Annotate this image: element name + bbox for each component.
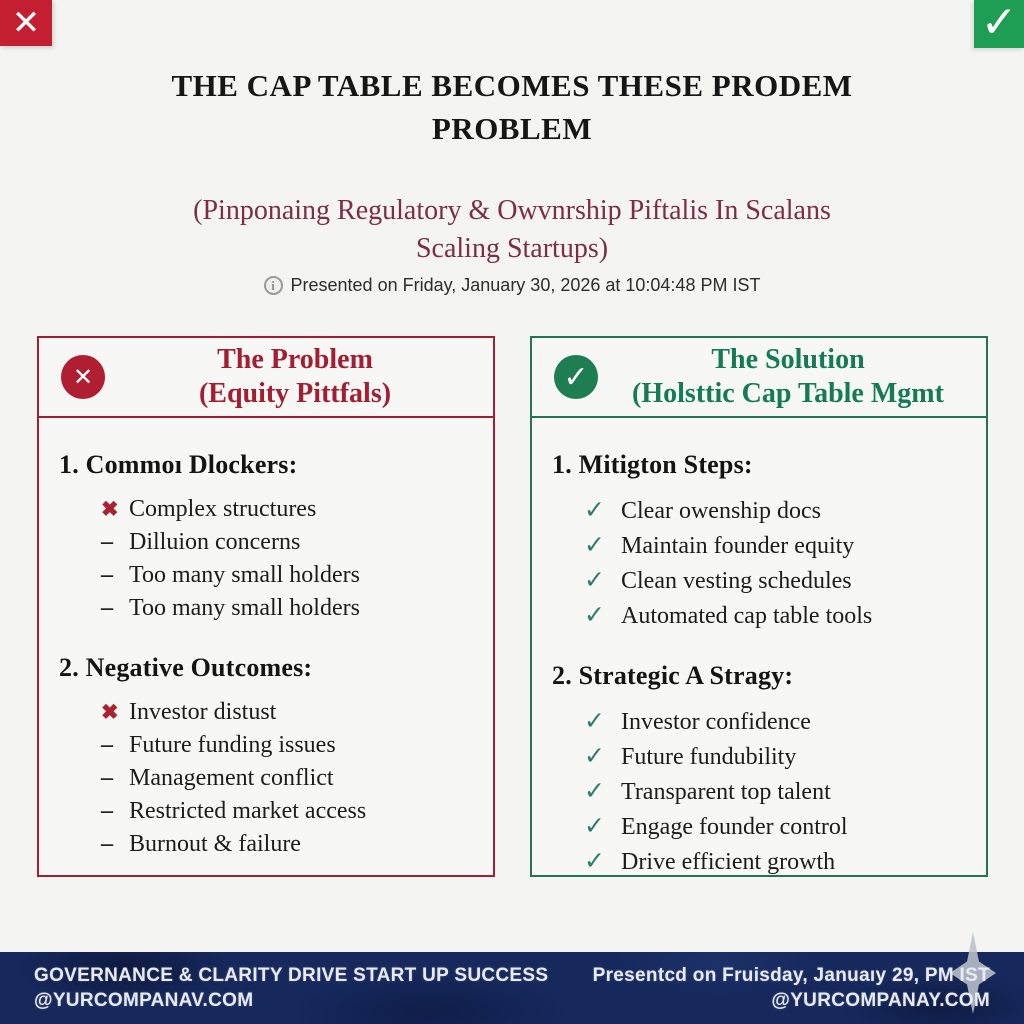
- check-bullet-icon: ✓: [584, 600, 605, 629]
- section-heading: 1. Commoı Dlockers:: [59, 450, 298, 479]
- page-subtitle-line2: Scaling Startups): [415, 233, 609, 264]
- dash-bullet-icon: –: [101, 529, 113, 555]
- presented-text: Presented on Friday, January 30, 2026 at 10:04:48 PM IST: [290, 275, 761, 295]
- section-heading: 2. Negative Outcomes:: [59, 653, 313, 682]
- problem-panel: [37, 336, 495, 877]
- section-heading: 2. Strategic A Stragy:: [552, 661, 794, 690]
- solution-panel-header: [532, 338, 986, 418]
- list-item-text: Management conflict: [129, 765, 334, 791]
- problem-panel-header: [39, 338, 493, 418]
- list-item-text: Drive efficient growth: [621, 849, 836, 875]
- problem-panel-title: [105, 343, 485, 411]
- list-item-text: Too many small holders: [129, 595, 360, 621]
- list-item-text: Restricted market access: [129, 798, 367, 824]
- dash-bullet-icon: –: [101, 562, 113, 588]
- list-item: [101, 696, 485, 729]
- dash-bullet-icon: –: [101, 595, 113, 621]
- check-bullet-icon: ✓: [584, 846, 605, 875]
- section: [59, 653, 485, 861]
- list-item: [584, 528, 978, 563]
- check-bullet-icon: ✓: [584, 811, 605, 840]
- footer-handle-left: @YURCOMPANAV.COM: [34, 990, 254, 1011]
- footer-bar: [0, 952, 1024, 1024]
- check-bullet-icon: ✓: [584, 706, 605, 735]
- list-item: [584, 493, 978, 528]
- check-bullet-icon: ✓: [584, 741, 605, 770]
- footer-tagline: GOVERNANCE & CLARITY DRIVE START UP SUCCESS: [34, 965, 549, 986]
- list-item-text: Transparent top talent: [621, 779, 831, 805]
- solution-panel: [530, 336, 988, 877]
- list-item: [101, 592, 485, 625]
- solution-panel-title: [598, 343, 978, 411]
- list-item: [584, 739, 978, 774]
- list-item-text: Dilluion concerns: [129, 529, 301, 555]
- footer-right: [593, 963, 990, 1013]
- dash-bullet-icon: –: [101, 831, 113, 857]
- footer-presented: Presentcd on Fruisday, Januaıy 29, PM IST: [592, 965, 990, 986]
- list-item-text: Burnout & failure: [129, 831, 301, 857]
- solution-panel-body: [532, 418, 986, 879]
- x-bullet-icon: ✖: [101, 497, 119, 521]
- list-item: [584, 844, 978, 879]
- problem-title-line2: (Equity Pittfals): [198, 378, 392, 409]
- x-bullet-icon: ✖: [101, 700, 119, 724]
- x-mark-icon: ✕: [0, 0, 52, 46]
- list-item-text: Investor confidence: [621, 709, 811, 735]
- check-bullet-icon: ✓: [584, 776, 605, 805]
- problem-title-line1: The Problem: [217, 344, 373, 375]
- dash-bullet-icon: –: [101, 732, 113, 758]
- list-item-text: Complex structures: [129, 496, 317, 522]
- list-item: [584, 704, 978, 739]
- page-title-line1: THE CAP TABLE BECOMES THESE PRODEM: [171, 68, 853, 103]
- list-item: [584, 563, 978, 598]
- problem-panel-body: [39, 418, 493, 861]
- footer-handle-right: @YURCOMPANAY.COM: [771, 990, 990, 1011]
- list-item: [584, 809, 978, 844]
- dash-bullet-icon: –: [101, 798, 113, 824]
- presented-line: [0, 275, 1024, 296]
- list-item-text: Too many small holders: [129, 562, 360, 588]
- footer-left: [34, 963, 548, 1013]
- check-bullet-icon: ✓: [584, 565, 605, 594]
- page-title-line2: PROBLEM: [431, 111, 593, 146]
- section-heading: 1. Mitigton Steps:: [552, 450, 753, 479]
- list-item-text: Engage founder control: [621, 814, 848, 840]
- section: [552, 450, 978, 633]
- list-item-text: Clean vesting schedules: [621, 568, 852, 594]
- list-item-text: Investor distust: [129, 699, 277, 725]
- list-item: [584, 598, 978, 633]
- page-subtitle-line1: (Pinponaing Regulatory & Owvnrship Piftalis In Scalans: [193, 195, 831, 226]
- check-bullet-icon: ✓: [584, 530, 605, 559]
- list-item-text: Clear owenship docs: [621, 498, 821, 524]
- list-item-text: Future funding issues: [129, 732, 336, 758]
- panels-row: [37, 336, 988, 877]
- page-title: [0, 64, 1024, 150]
- list-item: [101, 559, 485, 592]
- list-item: [584, 774, 978, 809]
- info-icon: i: [264, 276, 283, 295]
- list-item: [101, 729, 485, 762]
- x-circle-icon: ✕: [61, 355, 105, 399]
- list-item: [101, 795, 485, 828]
- check-bullet-icon: ✓: [584, 495, 605, 524]
- list-item: [101, 493, 485, 526]
- list-item: [101, 762, 485, 795]
- list-item-text: Maintain founder equity: [621, 533, 855, 559]
- section: [59, 450, 485, 625]
- header: [0, 64, 1024, 296]
- page-subtitle: [0, 192, 1024, 268]
- list-item: [101, 526, 485, 559]
- dash-bullet-icon: –: [101, 765, 113, 791]
- check-circle-icon: ✓: [554, 355, 598, 399]
- list-item: [101, 828, 485, 861]
- check-mark-icon: ✓: [974, 0, 1024, 48]
- list-item-text: Future fundubility: [621, 744, 797, 770]
- solution-title-line1: The Solution: [711, 344, 865, 375]
- list-item-text: Automated cap table tools: [621, 603, 873, 629]
- solution-title-line2: (Holsttic Cap Table Mgmt: [632, 378, 944, 409]
- section: [552, 661, 978, 879]
